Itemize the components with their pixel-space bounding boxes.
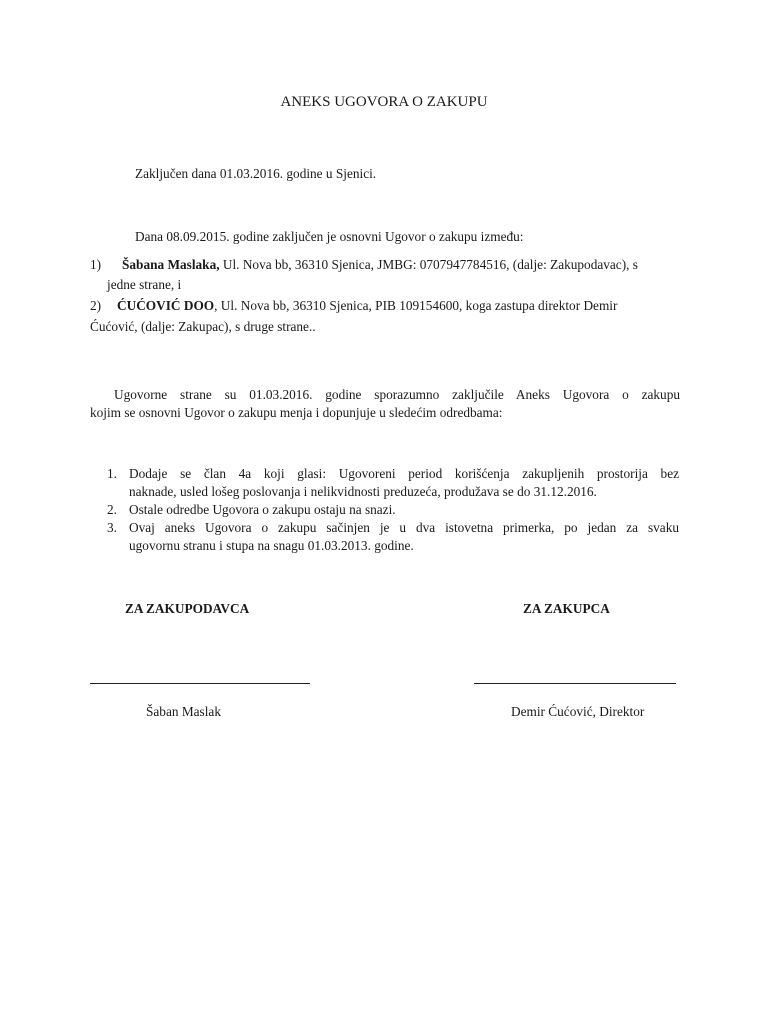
left-signatory-name: Šaban Maslak [146,704,221,719]
right-signature-line [474,683,676,684]
intro-paragraph: Dana 08.09.2015. godine zaključen je osnovni Ugovor o zakupu između: [135,229,524,244]
agreement-line-2: kojim se osnovni Ugovor o zakupu menja i dopunjuje u sledećim odredbama: [90,405,503,420]
item-3-line-1: Ovaj aneks Ugovora o zakupu sačinjen je u dva istovetna primerka, po jedan za svaku [129,520,679,535]
item-1-number: 1. [107,466,117,481]
item-1-line-1: Dodaje se član 4a koji glasi: Ugovoreni period korišćenja zakupljenih prostorija bez [129,466,679,481]
party-2-continuation: Ćućović, (dalje: Zakupac), s druge strane.. [90,319,316,334]
agreement-line-1: Ugovorne strane su 01.03.2016. godine sporazumno zaključile Aneks Ugovora o zakupu [114,387,680,402]
left-signature-heading: ZA ZAKUPODAVCA [125,601,250,616]
item-3-line-2: ugovornu stranu i stupa na snagu 01.03.2013. godine. [129,538,414,553]
party-1-details: Ul. Nova bb, 36310 Sjenica, JMBG: 0707947784516, (dalje: Zakupodavac), s [219,257,638,272]
party-1-number: 1) [90,257,102,272]
right-signature-heading: ZA ZAKUPCA [523,601,610,616]
party-2-name: ĆUĆOVIĆ DOO [117,298,215,313]
left-signature-line [90,683,310,684]
item-2-line-1: Ostale odredbe Ugovora o zakupu ostaju na snazi. [129,502,396,517]
party-2-details: , Ul. Nova bb, 36310 Sjenica, PIB 109154600, koga zastupa direktor Demir [214,298,618,313]
item-1-line-2: naknade, usled lošeg poslovanja i nelikvidnosti preduzeća, produžava se do 31.12.2016. [129,484,597,499]
right-signatory-name: Demir Ćućović, Direktor [511,704,645,719]
party-2-line [117,297,617,315]
party-2-number: 2) [90,298,102,313]
document-title: ANEKS UGOVORA O ZAKUPU [280,94,488,110]
party-1-line [122,256,638,274]
item-3-number: 3. [107,520,117,535]
party-1-name: Šabana Maslaka, [122,257,220,272]
concluded-date: Zaključen dana 01.03.2016. godine u Sjenici. [135,166,377,181]
item-2-number: 2. [107,502,117,517]
party-1-continuation: jedne strane, i [107,277,182,292]
